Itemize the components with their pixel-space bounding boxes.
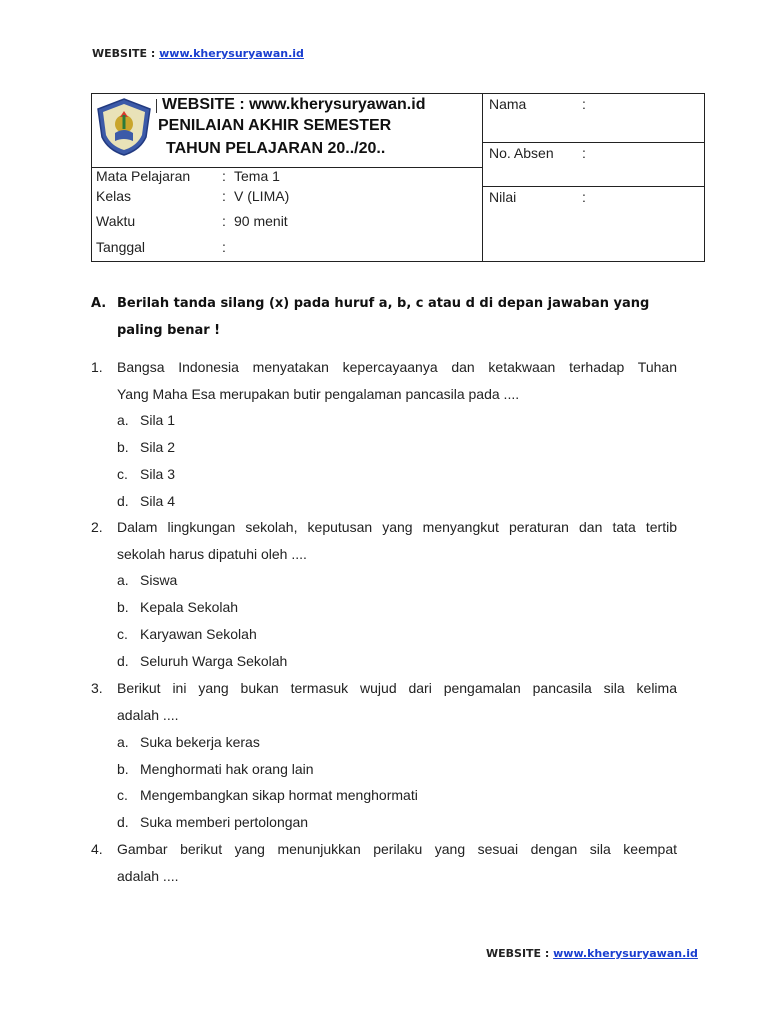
field-colon: : bbox=[222, 168, 226, 184]
option-text: Sila 3 bbox=[140, 466, 176, 482]
option-letter: c. bbox=[117, 626, 128, 642]
option-text: Kepala Sekolah bbox=[140, 599, 239, 615]
absence-number-cell[interactable] bbox=[483, 143, 704, 187]
field-value: Tema 1 bbox=[234, 168, 280, 184]
option-text: Siswa bbox=[140, 572, 178, 588]
option-text: Sila 2 bbox=[140, 439, 176, 455]
score-colon: : bbox=[582, 189, 586, 205]
question-number: 1. bbox=[91, 359, 103, 375]
option-letter: d. bbox=[117, 814, 129, 830]
website-label: WEBSITE : bbox=[486, 947, 554, 960]
title-exam-name: PENILAIAN AKHIR SEMESTER bbox=[158, 117, 392, 134]
question-text-line: Yang Maha Esa merupakan butir pengalaman pancasila pada .... bbox=[117, 386, 520, 402]
question-text-line: sekolah harus dipatuhi oleh .... bbox=[117, 546, 307, 562]
question-text-line: Bangsa Indonesia menyatakan kepercayaanya dan ketakwaan terhadap Tuhan bbox=[117, 359, 677, 375]
field-value: V (LIMA) bbox=[234, 188, 290, 204]
question-text-line: Gambar berikut yang menunjukkan perilaku yang sesuai dengan sila keempat bbox=[117, 841, 677, 857]
title-website: WEBSITE : www.kherysuryawan.id bbox=[162, 96, 426, 113]
instruction-line-1: Berilah tanda silang (x) pada huruf a, b, c atau d di depan jawaban yang bbox=[117, 296, 650, 311]
exam-title-box bbox=[92, 94, 482, 168]
field-value: 90 menit bbox=[234, 213, 288, 229]
option-letter: d. bbox=[117, 653, 129, 669]
field-label: Tanggal bbox=[96, 239, 146, 255]
field-time bbox=[96, 213, 288, 229]
option-text: Mengembangkan sikap hormat menghormati bbox=[140, 787, 418, 803]
title-academic-year: TAHUN PELAJARAN 20../20.. bbox=[166, 140, 386, 157]
field-label: Mata Pelajaran bbox=[96, 168, 191, 184]
student-info-panel bbox=[483, 94, 704, 261]
field-colon: : bbox=[222, 239, 226, 255]
field-label: Waktu bbox=[96, 213, 136, 229]
question-text-line: Berikut ini yang bukan termasuk wujud dari pengamalan pancasila sila kelima bbox=[117, 680, 677, 696]
option-letter: a. bbox=[117, 734, 129, 750]
option-text: Suka bekerja keras bbox=[140, 734, 260, 750]
option-letter: b. bbox=[117, 761, 129, 777]
instruction-line-2: paling benar ! bbox=[117, 323, 221, 338]
option-text: Seluruh Warga Sekolah bbox=[140, 653, 288, 669]
question-text-line: adalah .... bbox=[117, 868, 179, 884]
name-label: Nama bbox=[489, 96, 527, 112]
title-divider bbox=[156, 99, 157, 113]
option-letter: b. bbox=[117, 599, 129, 615]
website-header bbox=[92, 47, 304, 60]
score-cell[interactable] bbox=[483, 187, 704, 261]
option-letter: c. bbox=[117, 787, 128, 803]
option-letter: b. bbox=[117, 439, 129, 455]
name-colon: : bbox=[582, 96, 586, 112]
field-colon: : bbox=[222, 188, 226, 204]
exam-header-table bbox=[91, 93, 705, 262]
question-text-line: adalah .... bbox=[117, 707, 179, 723]
field-colon: : bbox=[222, 213, 226, 229]
question-text-line: Dalam lingkungan sekolah, keputusan yang menyangkut peraturan dan tata tertib bbox=[117, 519, 677, 535]
section-letter: A. bbox=[91, 296, 107, 311]
website-label: WEBSITE : bbox=[92, 47, 160, 60]
option-letter: a. bbox=[117, 412, 129, 428]
option-letter: c. bbox=[117, 466, 128, 482]
field-class bbox=[96, 188, 290, 204]
option-text: Karyawan Sekolah bbox=[140, 626, 257, 642]
option-text: Menghormati hak orang lain bbox=[140, 761, 314, 777]
name-cell[interactable] bbox=[483, 94, 704, 143]
field-label: Kelas bbox=[96, 188, 132, 204]
option-letter: a. bbox=[117, 572, 129, 588]
question-number: 3. bbox=[91, 680, 103, 696]
option-text: Sila 4 bbox=[140, 493, 176, 509]
option-letter: d. bbox=[117, 493, 129, 509]
option-text: Sila 1 bbox=[140, 412, 176, 428]
field-subject bbox=[96, 168, 280, 184]
website-link[interactable]: www.kherysuryawan.id bbox=[159, 47, 304, 60]
option-text: Suka memberi pertolongan bbox=[140, 814, 309, 830]
exam-info-panel bbox=[92, 94, 483, 261]
website-footer bbox=[486, 947, 698, 960]
tut-wuri-handayani-logo bbox=[95, 97, 153, 157]
question-number: 4. bbox=[91, 841, 103, 857]
absence-number-label: No. Absen bbox=[489, 145, 554, 161]
score-label: Nilai bbox=[489, 189, 517, 205]
question-number: 2. bbox=[91, 519, 103, 535]
field-date bbox=[96, 239, 226, 255]
website-link[interactable]: www.kherysuryawan.id bbox=[553, 947, 698, 960]
absence-number-colon: : bbox=[582, 145, 586, 161]
